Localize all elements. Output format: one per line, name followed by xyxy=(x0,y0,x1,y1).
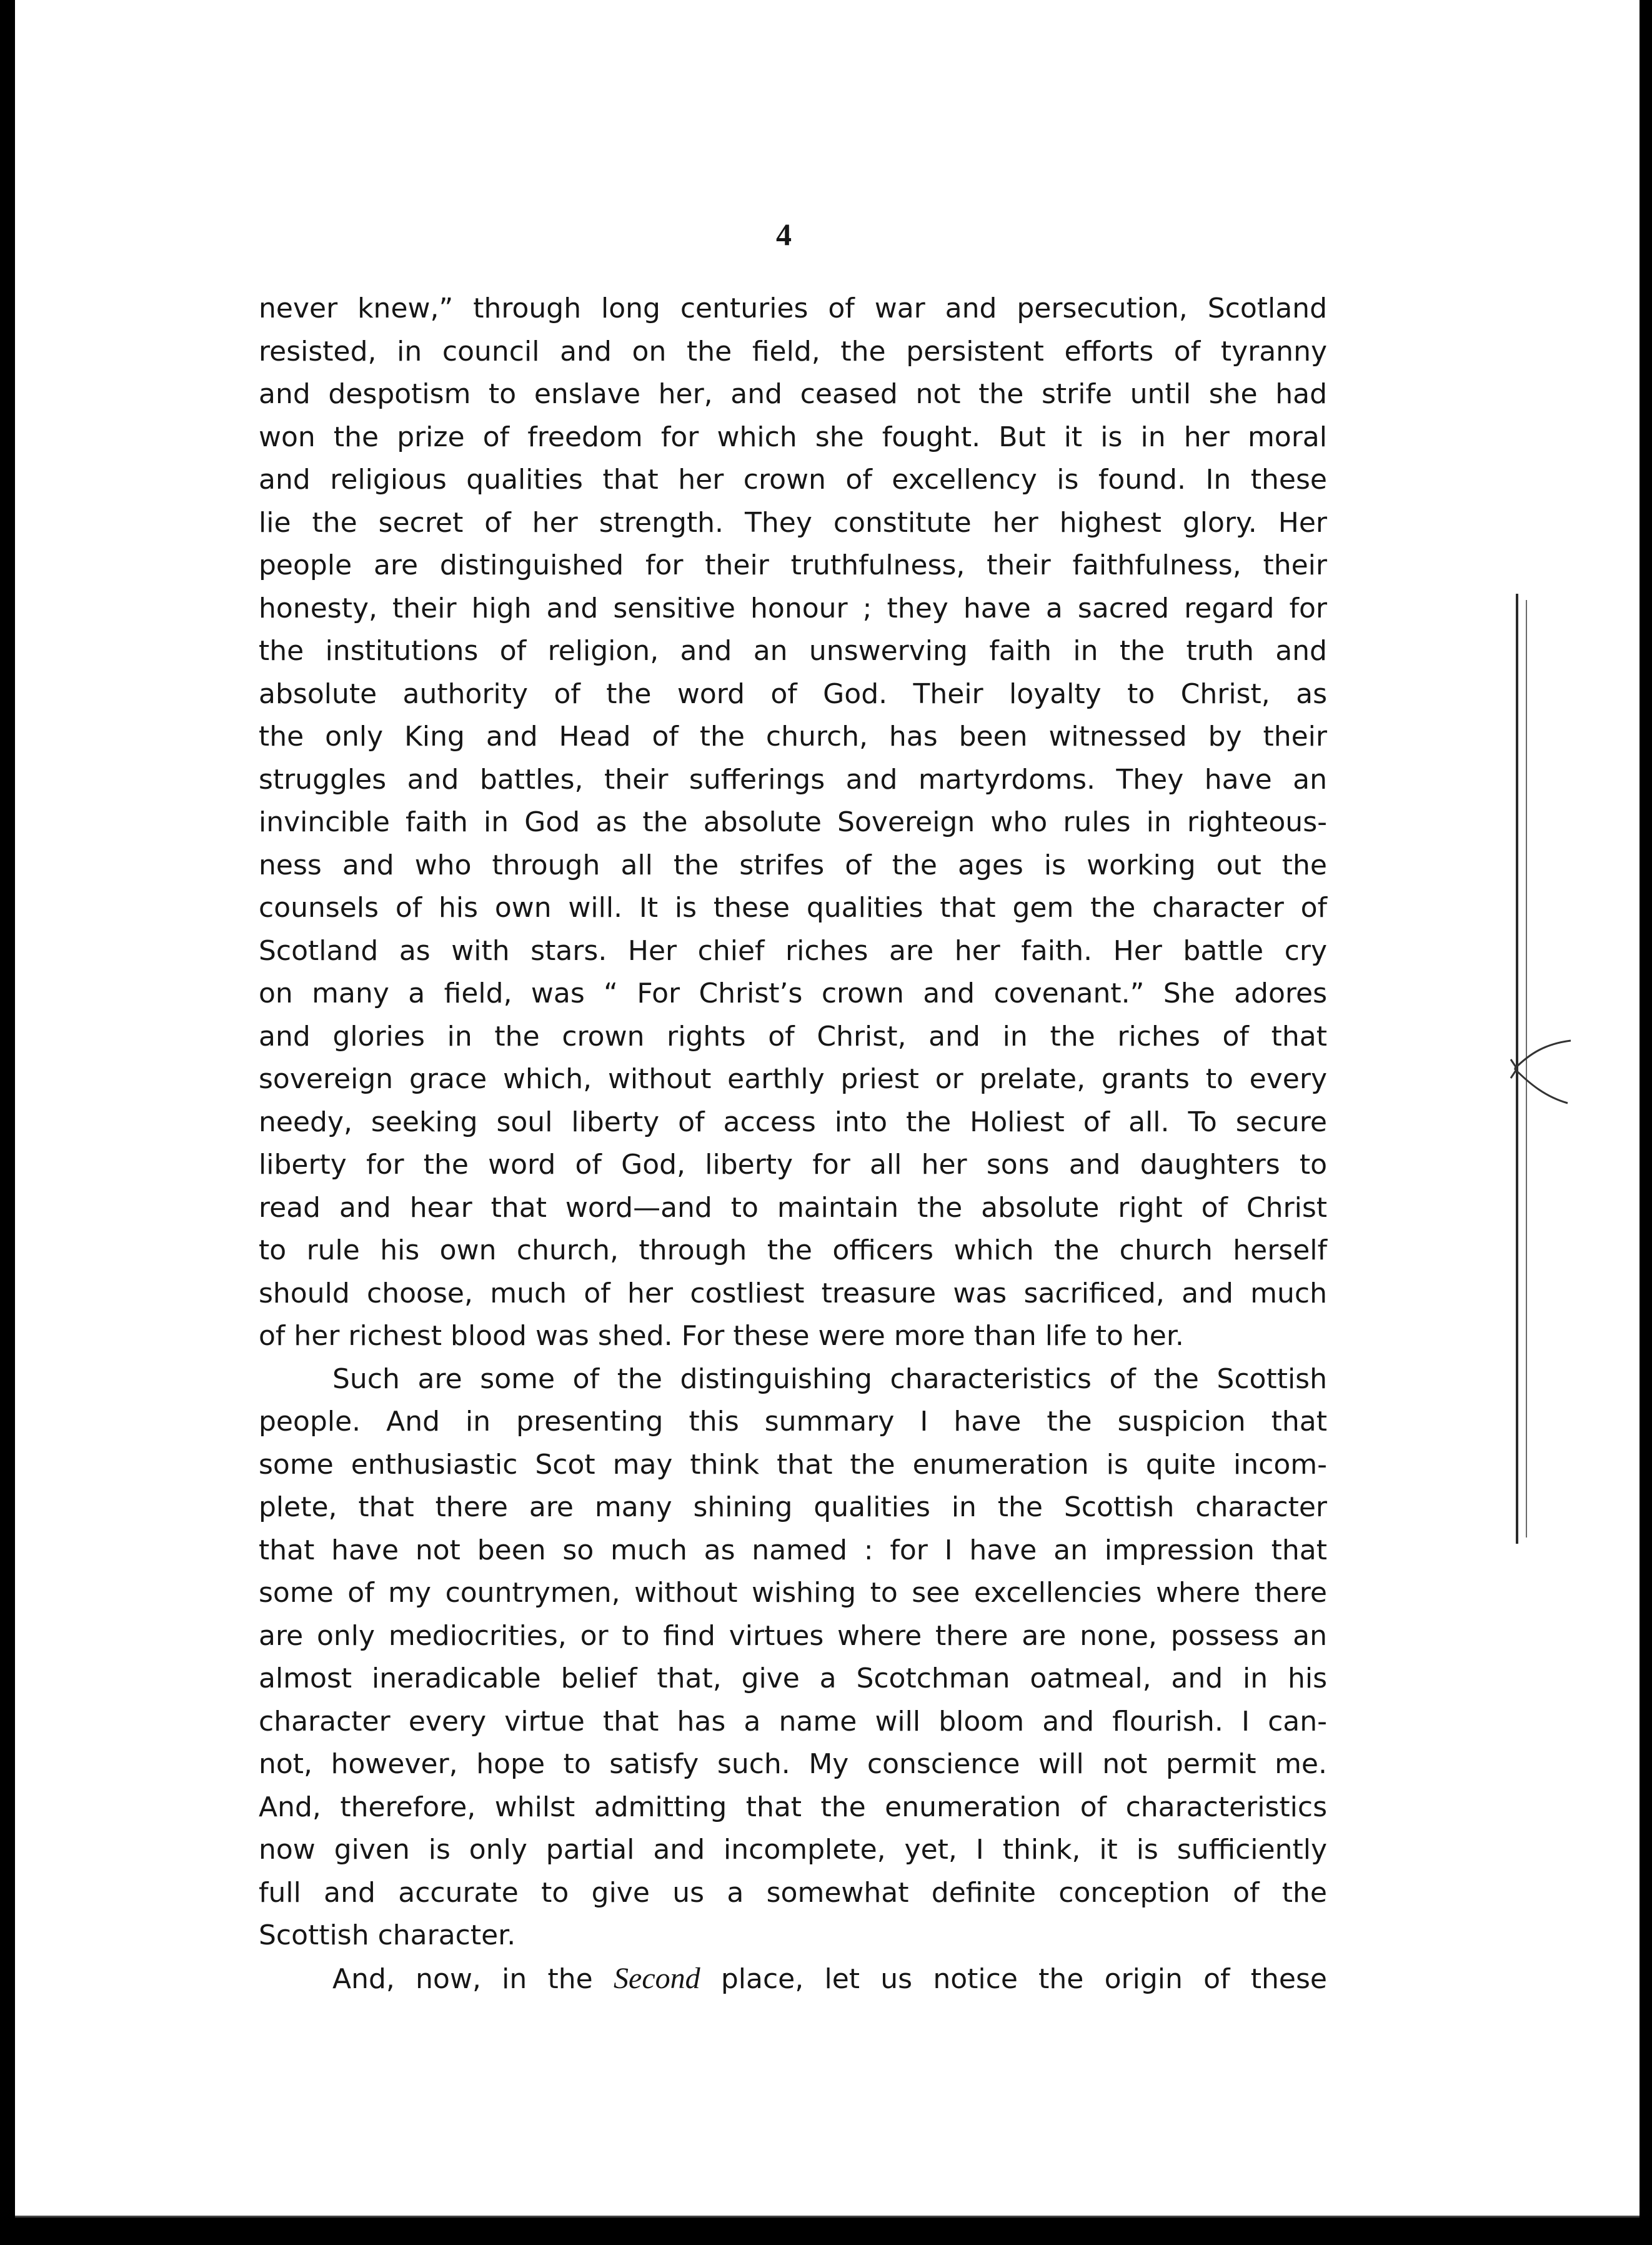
text-line: the only King and Head of the church, has been witnessed by their xyxy=(259,721,1327,752)
text-line: and despotism to enslave her, and ceased not the strife until she had xyxy=(259,378,1327,410)
text-line: of her richest blood was shed. For these were more than life to her. xyxy=(259,1320,1184,1352)
text-line: and glories in the crown rights of Christ, and in the riches of that xyxy=(259,1020,1327,1052)
text-fragment: And, now, in the xyxy=(332,1962,614,1995)
text-line: plete, that there are many shining qualities in the Scottish character xyxy=(259,1491,1327,1523)
text-line: needy, seeking soul liberty of access into the Holiest of all. To secure xyxy=(259,1106,1327,1138)
text-line: Scotland as with stars. Her chief riches are her faith. Her battle cry xyxy=(259,934,1327,967)
text-fragment: place, let us notice the origin of these xyxy=(700,1962,1327,1995)
text-line: struggles and battles, their sufferings and martyrdoms. They have an xyxy=(259,763,1327,796)
text-line: that have not been so much as named : for I have an impression that xyxy=(259,1534,1327,1566)
text-line: Scottish character. xyxy=(259,1919,516,1951)
text-line: people. And in presenting this summary I have the suspicion that xyxy=(259,1406,1327,1438)
text-line: people are distinguished for their truthfulness, their faithfulness, their xyxy=(259,549,1327,581)
document-page xyxy=(15,0,1640,2218)
text-line: resisted, in council and on the field, the persistent efforts of tyranny xyxy=(259,335,1327,368)
text-line: character every virtue that has a name will bloom and flourish. I can- xyxy=(259,1705,1327,1738)
text-line: full and accurate to give us a somewhat definite conception of the xyxy=(259,1876,1327,1909)
text-line: and religious qualities that her crown of excellency is found. In these xyxy=(259,464,1327,496)
text-line: won the prize of freedom for which she fought. But it is in her moral xyxy=(259,421,1327,453)
text-line: to rule his own church, through the officers which the church herself xyxy=(259,1234,1327,1266)
text-line: liberty for the word of God, liberty for all her sons and daughters to xyxy=(259,1149,1327,1181)
paragraph-1 xyxy=(259,288,1327,1358)
text-line: not, however, hope to satisfy such. My conscience will not permit me. xyxy=(259,1748,1327,1780)
text-line: on many a field, was “ For Christ’s crown and covenant.” She adores xyxy=(259,978,1327,1009)
text-line: never knew,” through long centuries of war and persecution, Scotland xyxy=(259,292,1327,324)
text-line: some enthusiastic Scot may think that the enumeration is quite incom- xyxy=(259,1448,1327,1481)
paragraph-2 xyxy=(259,1358,1327,1958)
text-line: ness and who through all the strifes of the ages is working out the xyxy=(259,849,1327,881)
text-line: honesty, their high and sensitive honour ; they have a sacred regard for xyxy=(259,592,1327,624)
text-line: Such are some of the distinguishing characteristics of the Scottish xyxy=(332,1362,1327,1395)
margin-mark xyxy=(1502,1025,1577,1112)
text-line xyxy=(259,1958,1327,2001)
text-line: should choose, much of her costliest treasure was sacrificed, and much xyxy=(259,1277,1327,1309)
text-line: absolute authority of the word of God. Their loyalty to Christ, as xyxy=(259,678,1327,710)
text-line: lie the secret of her strength. They constitute her highest glory. Her xyxy=(259,506,1327,539)
text-line: sovereign grace which, without earthly priest or prelate, grants to every xyxy=(259,1063,1327,1095)
text-line: almost ineradicable belief that, give a Scotchman oatmeal, and in his xyxy=(259,1662,1327,1694)
paragraph-3 xyxy=(259,1958,1327,2001)
text-line: the institutions of religion, and an unswerving faith in the truth and xyxy=(259,635,1327,667)
page-number: 4 xyxy=(776,217,792,252)
text-line: And, therefore, whilst admitting that the enumeration of characteristics xyxy=(259,1791,1327,1823)
text-line: invincible faith in God as the absolute Sovereign who rules in righteous- xyxy=(259,806,1327,838)
text-line: counsels of his own will. It is these qualities that gem the character of xyxy=(259,892,1327,924)
text-line: are only mediocrities, or to find virtues where there are none, possess an xyxy=(259,1619,1327,1652)
body-text xyxy=(259,288,1327,2000)
text-line: now given is only partial and incomplete, yet, I think, it is sufficiently xyxy=(259,1834,1327,1866)
text-line: read and hear that word—and to maintain the absolute right of Christ xyxy=(259,1191,1327,1224)
text-line: some of my countrymen, without wishing to see excellencies where there xyxy=(259,1577,1327,1609)
emphasis-text: Second xyxy=(614,1961,700,1995)
